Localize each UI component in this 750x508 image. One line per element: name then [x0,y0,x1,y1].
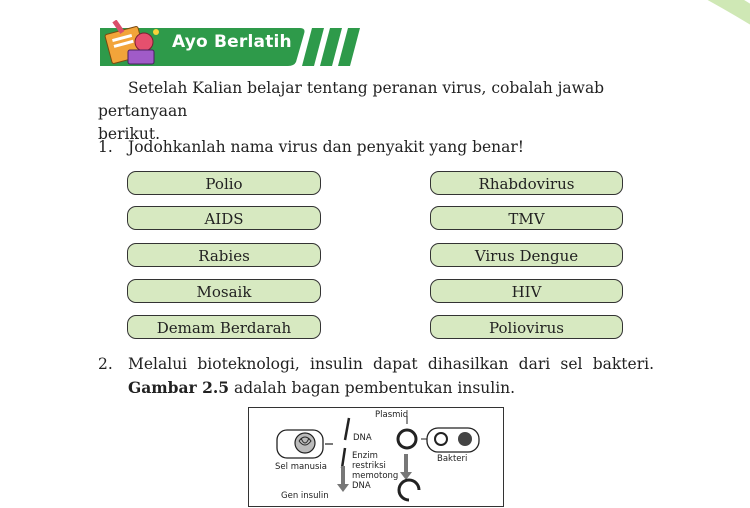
label-plasmid: Plasmid [375,410,409,420]
intro-line-1: Setelah Kalian belajar tentang peranan virus, cobalah jawab pertanyaan [98,79,605,120]
study-tools-icon [105,20,159,64]
label-gen-insulin: Gen insulin [281,491,329,501]
question-2-line-1: Melalui bioteknologi, insulin dapat dihasilkan dari sel bakteri. [128,355,654,373]
banner-title: Ayo Berlatih [172,32,292,52]
question-2 [98,353,654,401]
plasmid-shape [398,430,416,448]
question-number: 2. [98,355,113,373]
question-number: 1. [98,138,113,156]
label-enzim-3: memotong [352,471,399,481]
question-text [128,353,654,400]
virus-item-poliovirus: Poliovirus [430,315,623,339]
disease-item-aids: AIDS [127,206,321,230]
label-dna: DNA [353,433,372,443]
virus-item-dengue: Virus Dengue [430,243,623,267]
figure-reference: Gambar 2.5 [128,378,230,397]
virus-item-tmv: TMV [430,206,623,230]
label-enzim-1: Enzim [352,451,378,461]
question-1 [98,136,658,160]
intro-line-2: berikut. [98,125,160,143]
label-enzim-4: DNA [352,481,371,491]
label-bakteri: Bakteri [437,454,468,464]
question-text: Jodohkanlah nama virus dan penyakit yang benar! [128,138,525,156]
disease-item-mosaik: Mosaik [127,279,321,303]
label-enzim-2: restriksi [352,461,386,471]
decorative-swoosh [650,0,750,50]
virus-item-rhabdovirus: Rhabdovirus [430,171,623,195]
virus-item-hiv: HIV [430,279,623,303]
label-sel-manusia: Sel manusia [275,462,327,472]
insulin-diagram [248,407,504,507]
disease-item-rabies: Rabies [127,243,321,267]
disease-item-demam-berdarah: Demam Berdarah [127,315,321,339]
disease-item-polio: Polio [127,171,321,195]
question-2-line-2: adalah bagan pembentukan insulin. [229,379,516,397]
